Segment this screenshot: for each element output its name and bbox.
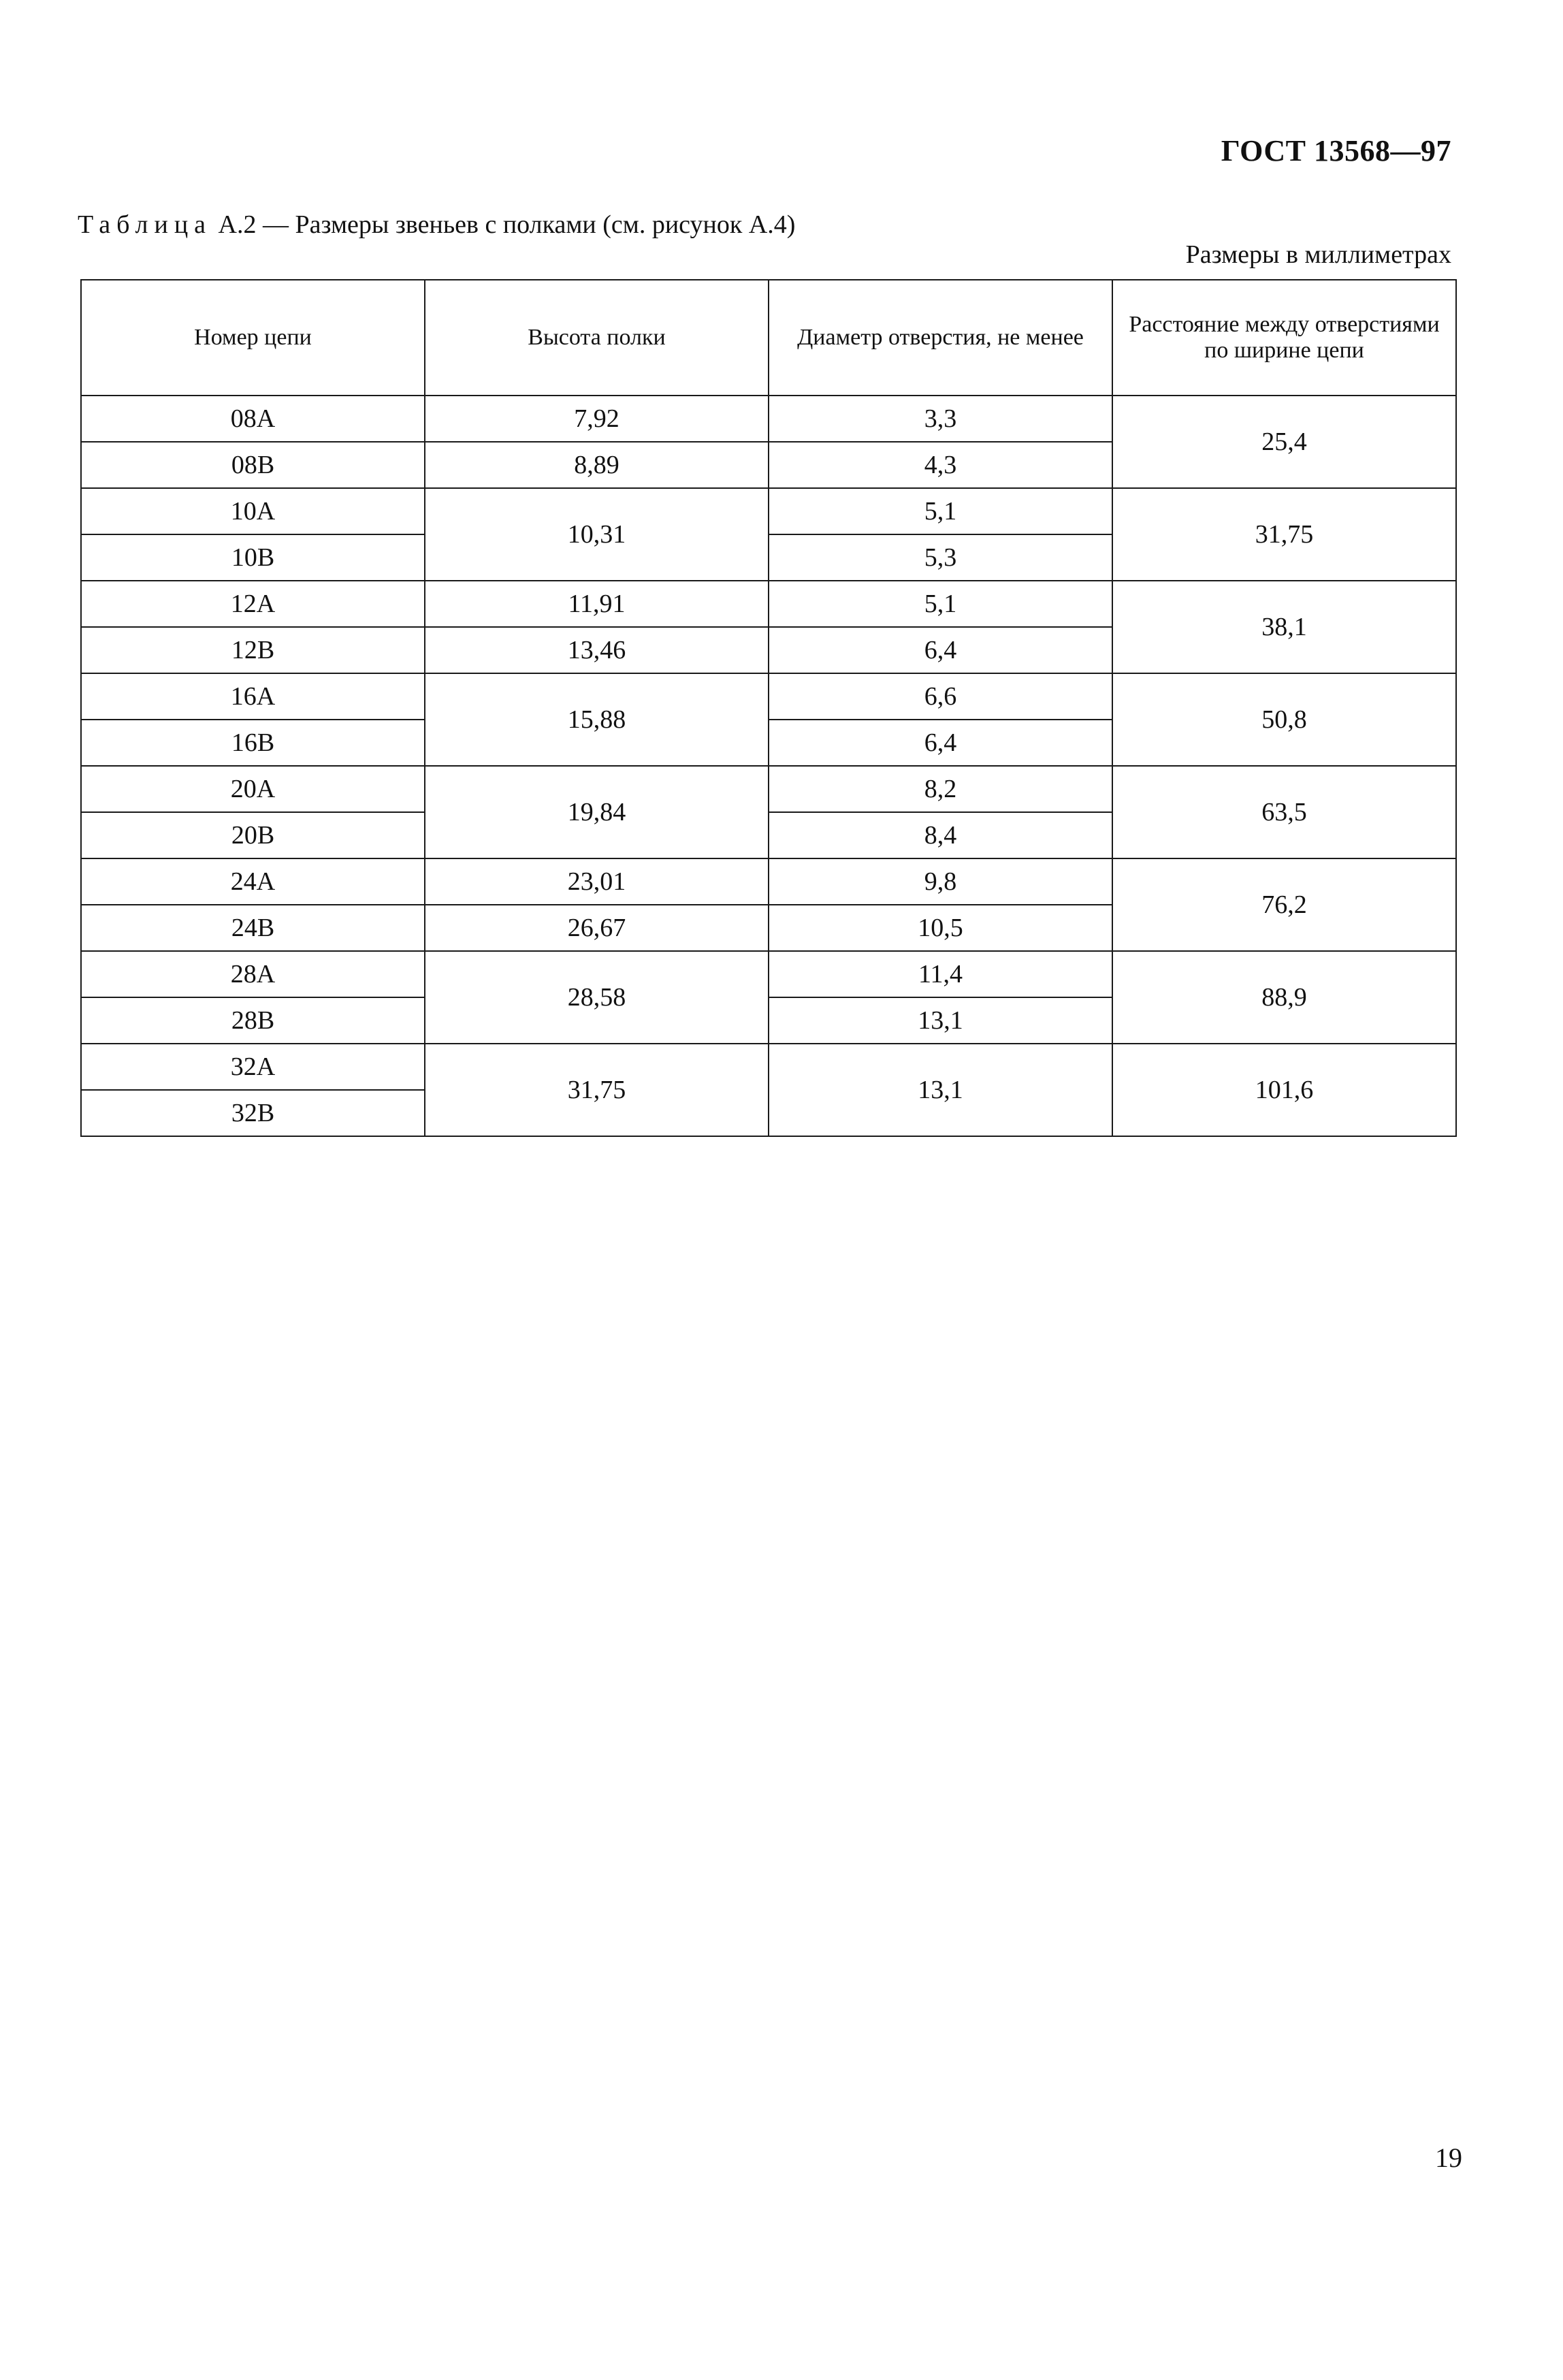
cell-hole-diameter: 3,3	[769, 396, 1112, 442]
table-caption-label: Таблица	[78, 210, 212, 239]
cell-chain-number: 12A	[81, 581, 425, 627]
column-header-hole-spacing: Расстояние между отверстиями по ширине цепи	[1112, 280, 1456, 396]
cell-hole-spacing: 31,75	[1112, 488, 1456, 581]
cell-chain-number: 24A	[81, 858, 425, 905]
cell-chain-number: 32A	[81, 1044, 425, 1090]
table-row	[81, 766, 1456, 812]
table-row	[81, 488, 1456, 534]
cell-chain-number: 10B	[81, 534, 425, 581]
cell-hole-spacing: 101,6	[1112, 1044, 1456, 1136]
table-row	[81, 858, 1456, 905]
cell-chain-number: 16A	[81, 673, 425, 720]
cell-hole-diameter: 5,1	[769, 488, 1112, 534]
chain-dimensions-table	[80, 279, 1457, 1137]
cell-flange-height: 23,01	[425, 858, 769, 905]
cell-flange-height: 8,89	[425, 442, 769, 488]
table-header-row	[81, 280, 1456, 396]
cell-hole-diameter: 8,4	[769, 812, 1112, 858]
cell-chain-number: 20B	[81, 812, 425, 858]
cell-hole-diameter: 6,6	[769, 673, 1112, 720]
column-header-chain-number: Номер цепи	[81, 280, 425, 396]
cell-flange-height: 10,31	[425, 488, 769, 581]
cell-flange-height: 7,92	[425, 396, 769, 442]
cell-hole-diameter: 6,4	[769, 720, 1112, 766]
cell-hole-diameter: 6,4	[769, 627, 1112, 673]
cell-hole-spacing: 50,8	[1112, 673, 1456, 766]
cell-hole-diameter: 8,2	[769, 766, 1112, 812]
cell-hole-spacing: 63,5	[1112, 766, 1456, 858]
cell-hole-spacing: 76,2	[1112, 858, 1456, 951]
cell-hole-diameter: 5,3	[769, 534, 1112, 581]
cell-chain-number: 24B	[81, 905, 425, 951]
column-header-flange-height: Высота полки	[425, 280, 769, 396]
page-number: 19	[1435, 2142, 1462, 2173]
cell-chain-number: 28B	[81, 997, 425, 1044]
table-caption	[78, 210, 795, 240]
cell-chain-number: 08A	[81, 396, 425, 442]
cell-chain-number: 10A	[81, 488, 425, 534]
table-caption-text: А.2 — Размеры звеньев с полками (см. рисунок А.4)	[218, 210, 796, 239]
table-row	[81, 1044, 1456, 1090]
cell-flange-height: 19,84	[425, 766, 769, 858]
cell-hole-spacing: 38,1	[1112, 581, 1456, 673]
cell-chain-number: 16B	[81, 720, 425, 766]
cell-hole-spacing: 25,4	[1112, 396, 1456, 488]
table-row	[81, 581, 1456, 627]
table-row	[81, 673, 1456, 720]
table-row	[81, 396, 1456, 442]
cell-flange-height: 11,91	[425, 581, 769, 627]
units-note: Размеры в миллиметрах	[1185, 240, 1451, 269]
cell-chain-number: 32B	[81, 1090, 425, 1136]
cell-hole-diameter: 13,1	[769, 1044, 1112, 1136]
cell-flange-height: 15,88	[425, 673, 769, 766]
cell-hole-spacing: 88,9	[1112, 951, 1456, 1044]
cell-chain-number: 20A	[81, 766, 425, 812]
document-standard-header: ГОСТ 13568—97	[1221, 134, 1451, 167]
cell-chain-number: 08B	[81, 442, 425, 488]
cell-hole-diameter: 9,8	[769, 858, 1112, 905]
cell-hole-diameter: 4,3	[769, 442, 1112, 488]
cell-flange-height: 31,75	[425, 1044, 769, 1136]
table-row	[81, 951, 1456, 997]
cell-flange-height: 13,46	[425, 627, 769, 673]
column-header-hole-diameter: Диаметр отверстия, не менее	[769, 280, 1112, 396]
cell-flange-height: 26,67	[425, 905, 769, 951]
cell-flange-height: 28,58	[425, 951, 769, 1044]
cell-hole-diameter: 5,1	[769, 581, 1112, 627]
cell-chain-number: 12B	[81, 627, 425, 673]
cell-hole-diameter: 13,1	[769, 997, 1112, 1044]
cell-hole-diameter: 11,4	[769, 951, 1112, 997]
cell-hole-diameter: 10,5	[769, 905, 1112, 951]
cell-chain-number: 28A	[81, 951, 425, 997]
